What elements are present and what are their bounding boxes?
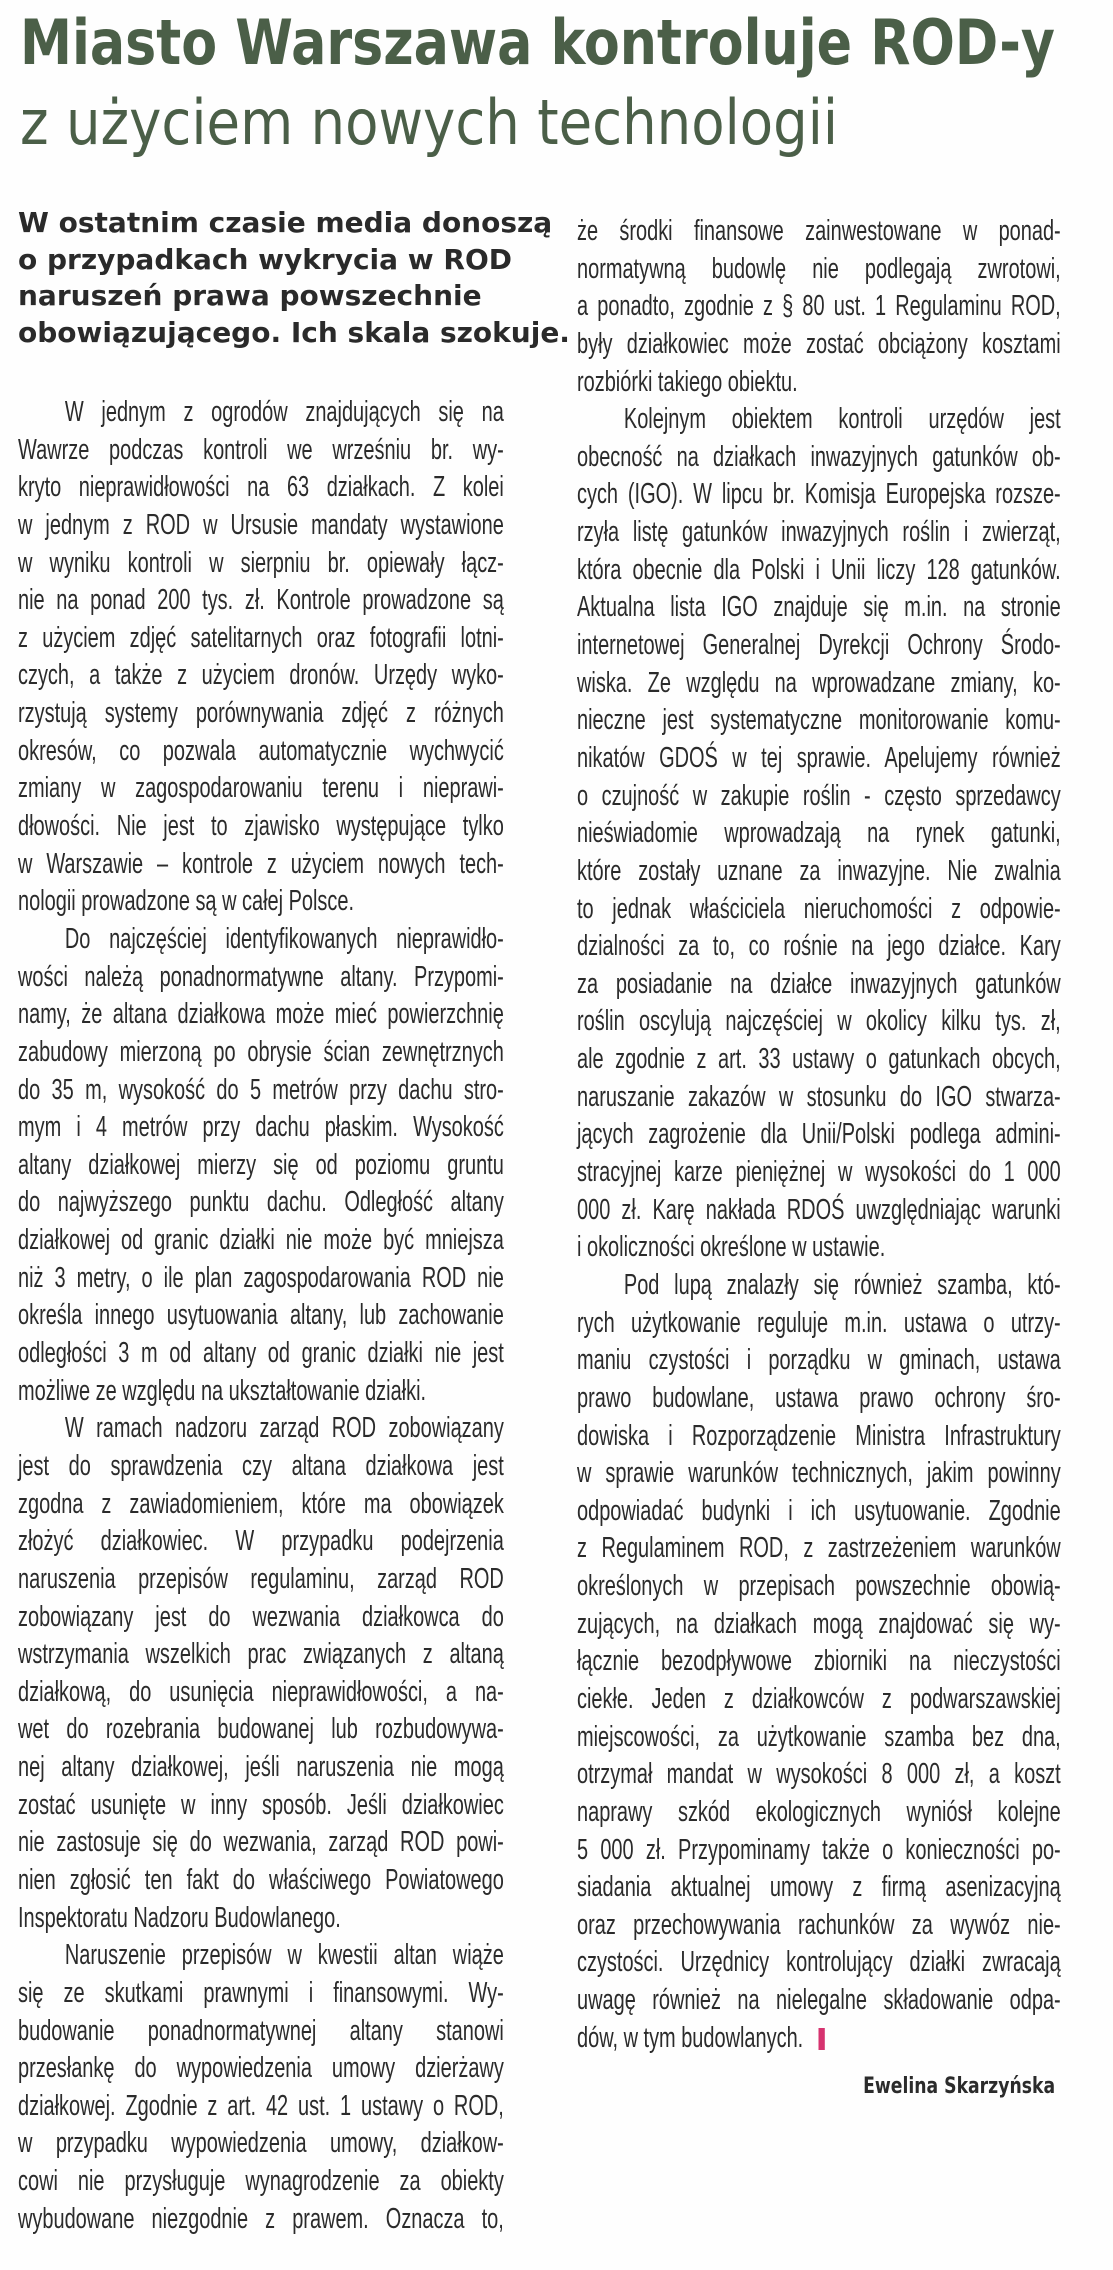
text-line [577,288,1061,326]
article-column-left [18,394,504,2238]
text-line [577,740,1061,778]
text-line [577,627,1061,665]
text-line [577,1719,1061,1757]
text-line-content: altany działkowej mierzy się od poziomu gruntu [18,1148,504,1181]
text-line-content: 000 zł. Karę nakłada RDOŚ uwzględniając warunki [577,1193,1061,1226]
text-line [577,1455,1061,1493]
text-line-content: zmiany w zagospodarowaniu terenu i nieprawi- [18,772,504,805]
text-line [18,620,504,658]
text-line-content: w przypadku wypowiedzenia umowy, działkow- [18,2127,504,2160]
text-line [18,996,504,1034]
text-line [18,1711,504,1749]
text-line [18,1184,504,1222]
text-line [18,1373,504,1411]
text-line [18,1147,504,1185]
text-line-content: obecność na działkach inwazyjnych gatunków ob- [577,440,1061,473]
text-line-content: określa innego usytuowania altany, lub zachowanie [18,1299,504,1332]
text-line-content: w sprawie warunków technicznych, jakim powinny [577,1457,1061,1490]
text-line [577,665,1061,703]
text-line [18,2163,504,2201]
lead-line: W ostatnim czasie media donoszą [18,206,553,239]
paragraph [577,401,1061,1267]
text-line-content: uwagę również na nielegalne składowanie odpa- [577,1984,1061,2017]
text-line [577,1192,1061,1230]
text-line-content: nie zastosuje się do wezwania, zarząd ROD powi- [18,1826,504,1859]
text-line [18,657,504,695]
text-line [577,853,1061,891]
text-line [18,1297,504,1335]
article-title-line-1: Miasto Warszawa kontroluje ROD-y [20,6,1055,79]
text-line-content: Inspektoratu Nadzoru Budowlanego. [18,1901,341,1934]
text-line-content: dzialności za to, co rośnie na jego działce. Kary [577,930,1061,963]
text-line-content: niż 3 metry, o ile plan zagospodarowania ROD nie [18,1261,504,1294]
text-line [18,2201,504,2239]
text-line [577,1869,1061,1907]
text-line [577,928,1061,966]
text-line-content: przesłankę do wypowiedzenia umowy dzierżawy [18,2052,504,2085]
text-line [577,778,1061,816]
text-line [577,1342,1061,1380]
text-line [577,1907,1061,1945]
text-line [18,883,504,921]
text-line-content: za posiadanie na działce inwazyjnych gatunków [577,967,1061,1000]
text-line [18,432,504,470]
text-line-content: miejscowości, za użytkowanie szamba bez dna, [577,1720,1061,1753]
text-line [577,815,1061,853]
text-line [577,364,1061,402]
text-line [577,1794,1061,1832]
text-line [18,695,504,733]
text-line-content: Wawrze podczas kontroli we wrześniu br. wy- [18,433,504,466]
paragraph [18,921,504,1410]
text-line [577,1116,1061,1154]
text-line-content: dowiska i Rozporządzenie Ministra Infrastruktury [577,1419,1061,1452]
text-line [577,251,1061,289]
text-line [577,1568,1061,1606]
text-line [18,733,504,771]
text-line-content: rzystują systemy porównywania zdjęć z różnych [18,697,504,730]
text-line [18,808,504,846]
text-line [577,1530,1061,1568]
text-line [577,891,1061,929]
text-line [18,1561,504,1599]
text-line-content: namy, że altana działkowa może mieć powierzchnię [18,998,504,1031]
text-line-content: wybudowane niezgodnie z prawem. Oznacza to, [18,2202,504,2235]
text-line-content: które zostały uznane za inwazyjne. Nie zwalnia [577,854,1061,887]
text-line-content: internetowej Generalnej Dyrekcji Ochrony Środo- [577,629,1061,662]
text-line-content: zobowiązany jest do wezwania działkowca do [18,1600,504,1633]
text-line [18,2125,504,2163]
text-line-content: Do najczęściej identyfikowanych nieprawidło- [64,922,504,955]
text-line-content: odległości 3 m od altany od granic działki nie jest [18,1337,504,1370]
text-line [577,702,1061,740]
article-title-line-2: z użyciem nowych technologii [20,86,838,159]
text-line-content: stracyjnej karze pieniężnej w wysokości do 1 000 [577,1156,1061,1189]
text-line [18,1862,504,1900]
text-line-content: wiska. Ze względu na wprowadzane zmiany, ko- [577,666,1061,699]
text-line [577,439,1061,477]
text-line [18,1937,504,1975]
text-line-content: odpowiadać budynki i ich usytuowanie. Zgodnie [577,1494,1061,1527]
text-line-content: nej altany działkowej, jeśli naruszenia nie mogą [18,1751,504,1784]
text-line-content: i okoliczności określone w ustawie. [577,1231,886,1264]
text-line [577,966,1061,1004]
text-line-content: były działkowiec może zostać obciążony kosztami [577,327,1061,360]
text-line-content: zujących, na działkach mogą znajdować się wy- [577,1607,1061,1640]
text-line-content: w wyniku kontroli w sierpniu br. opiewały łącz- [18,546,504,579]
text-line [18,1599,504,1637]
text-line-content: nie na ponad 200 tys. zł. Kontrole prowadzone są [18,584,504,617]
text-line-content: ciekłe. Jeden z działkowców z podwarszawskiej [577,1682,1061,1715]
text-line-content: naprawy szkód ekologicznych wyniósł kolejne [577,1795,1061,1828]
text-line-content: działkową, do usunięcia nieprawidłowości, a na- [18,1675,504,1708]
text-line [577,476,1061,514]
text-line-content: ale zgodnie z art. 33 ustawy o gatunkach obcych, [577,1043,1061,1076]
text-line [18,921,504,959]
text-line-content: czystości. Urzędnicy kontrolujący działki zwracają [577,1946,1061,1979]
text-line-content: maniu czystości i porządku w gminach, ustawa [577,1344,1061,1377]
text-line-content: a ponadto, zgodnie z § 80 ust. 1 Regulaminu ROD, [577,290,1061,323]
text-line [18,394,504,432]
text-line-content: budowanie ponadnormatywnej altany stanowi [18,2014,504,2047]
text-line [18,1900,504,1938]
text-line [577,1493,1061,1531]
text-line-content: działkowej od granic działki nie może być mniejsza [18,1224,504,1257]
text-line [18,1636,504,1674]
text-line-content: o czujność w zakupie roślin - często sprzedawcy [577,779,1061,812]
text-line [18,582,504,620]
text-line-content: nikatów GDOŚ w tej sprawie. Apelujemy również [577,741,1061,774]
text-line-content: nieczne jest systematyczne monitorowanie komu- [577,704,1061,737]
paragraph [18,394,504,921]
text-line-content: dów, w tym budowlanych. [577,2020,1061,2058]
text-line-content: Kolejnym obiektem kontroli urzędów jest [623,403,1061,436]
text-line-content: prawo budowlane, ustawa prawo ochrony śro- [577,1381,1061,1414]
text-line-content: nien zgłosić ten fakt do właściwego Powiatowego [18,1863,504,1896]
text-line [577,552,1061,590]
text-line-content: oraz przechowywania rachunków za wywóz nie- [577,1908,1061,1941]
text-line [577,1418,1061,1456]
text-line [18,1975,504,2013]
text-line-content: mym i 4 metrów przy dachu płaskim. Wysokość [18,1111,504,1144]
article-column-right [577,213,1061,2057]
text-line-content: jących zagrożenie dla Unii/Polski podlega admini- [577,1118,1061,1151]
text-line-content: okresów, co pozwala automatycznie wychwycić [18,734,504,767]
text-line-content: zabudowy mierzoną po obrysie ścian zewnętrznych [18,1035,504,1068]
text-line-content: cowi nie przysługuje wynagrodzenie za obiekty [18,2165,504,2198]
text-line-content: czych, a także z użyciem dronów. Urzędy wyko- [18,659,504,692]
text-line-content: możliwe ze względu na ukształtowanie działki. [18,1374,427,1407]
text-line-content: rozbiórki takiego obiektu. [577,365,798,398]
text-line-content: która obecnie dla Polski i Unii liczy 128 gatunków. [577,553,1061,586]
text-line-content: z Regulaminem ROD, z zastrzeżeniem warunków [577,1532,1061,1565]
text-line-content: nieświadomie wprowadzają na rynek gatunki, [577,817,1061,850]
text-line [577,213,1061,251]
paragraph [18,1410,504,1937]
text-line [18,545,504,583]
text-line [18,1335,504,1373]
text-line-content: do najwyższego punktu dachu. Odległość altany [18,1186,504,1219]
text-line-content: cych (IGO). W lipcu br. Komisja Europejska rozsze- [577,478,1061,511]
text-line-content: że środki finansowe zainwestowane w ponad- [577,215,1061,247]
text-line-content: zostać usunięte w inny sposób. Jeśli działkowiec [18,1788,504,1821]
text-line [18,2050,504,2088]
text-line-content: wości należą ponadnormatywne altany. Przypomi- [18,960,504,993]
text-line [18,1222,504,1260]
text-line-content: nologii prowadzone są w całej Polsce. [18,885,355,918]
text-line-content: Naruszenie przepisów w kwestii altan wiąże [64,1939,504,1972]
text-line [18,770,504,808]
text-line [577,1267,1061,1305]
text-line [577,1380,1061,1418]
text-line [18,1486,504,1524]
text-line-content: W ramach nadzoru zarząd ROD zobowiązany [64,1412,504,1445]
text-line-content: w jednym z ROD w Ursusie mandaty wystawione [18,508,504,541]
text-line-content: złożyć działkowiec. W przypadku podejrzenia [18,1525,504,1558]
text-line-content: zgodna z zawiadomieniem, które ma obowiązek [18,1487,504,1520]
text-line-content: rzyła listę gatunków inwazyjnych roślin i zwierząt, [577,516,1061,549]
text-line [577,1079,1061,1117]
text-line-content: rych użytkowanie reguluje m.in. ustawa o utrzy- [577,1306,1061,1339]
text-line [577,589,1061,627]
text-line-content: Pod lupą znalazły się również szamba, któ- [623,1268,1061,1301]
text-line [18,1448,504,1486]
text-line [577,1154,1061,1192]
paragraph [18,1937,504,2238]
text-line [18,469,504,507]
text-line [577,514,1061,552]
lead-line: o przypadkach wykrycia w ROD [18,242,513,276]
text-line [18,1109,504,1147]
text-line [18,1824,504,1862]
text-line [577,1982,1061,2020]
text-line [18,1034,504,1072]
text-line-content: działkowej. Zgodnie z art. 42 ust. 1 ustawy o ROD, [18,2089,504,2122]
text-line-content: z użyciem zdjęć satelitarnych oraz fotografii lotni- [18,621,504,654]
text-line [18,959,504,997]
text-line [18,2013,504,2051]
text-line [577,1756,1061,1794]
text-line [577,1041,1061,1079]
text-line [18,1523,504,1561]
text-line-content: wet do rozebrania budowanej lub rozbudowywa- [18,1713,504,1746]
text-line [577,1681,1061,1719]
text-line-content: W jednym z ogrodów znajdujących się na [64,396,504,428]
text-line-content: się ze skutkami prawnymi i finansowymi. Wy- [18,1976,504,2009]
text-line-content: otrzymał mandat w wysokości 8 000 zł, a koszt [577,1758,1061,1791]
text-line-content: dłowości. Nie jest to zjawisko występujące tylko [18,810,504,843]
text-line [18,846,504,884]
author-byline: Ewelina Skarzyńska [863,2074,1055,2099]
text-line-content: naruszenia przepisów regulaminu, zarząd ROD [18,1562,504,1595]
text-line-content: naruszanie zakazów w stosunku do IGO stwarza- [577,1080,1061,1113]
text-line-content: 5 000 zł. Przypominamy także o konieczności po- [577,1833,1061,1866]
text-line [18,1674,504,1712]
text-line-content: jest do sprawdzenia czy altana działkowa jest [18,1449,504,1482]
text-line-content: wstrzymania wszelkich prac związanych z altaną [18,1638,504,1671]
end-of-article-mark-icon [819,2028,825,2050]
text-line [18,1787,504,1825]
text-line [18,1410,504,1448]
text-line [577,1643,1061,1681]
paragraph [577,1267,1061,2057]
text-line [18,1072,504,1110]
lead-line: naruszeń prawa powszechnie [18,279,482,313]
text-line [577,1606,1061,1644]
text-line-content: do 35 m, wysokość do 5 metrów przy dachu stro- [18,1073,504,1106]
text-line [577,2020,1061,2058]
text-line-content: normatywną budowlę nie podlegają zwrotowi, [577,252,1061,285]
text-line-content: to jednak właściciela nieruchomości z odpowie- [577,892,1061,925]
article-lead [18,205,570,352]
text-line [577,326,1061,364]
text-line [577,1003,1061,1041]
paragraph [577,213,1061,401]
text-line-content: w Warszawie – kontrole z użyciem nowych tech- [18,847,504,880]
text-line-content: roślin oscylują najczęściej w okolicy kilku tys. zł, [577,1005,1061,1038]
text-line [577,401,1061,439]
lead-line: obowiązującego. Ich skala szokuje. [18,316,570,350]
text-line [577,1229,1061,1267]
text-line [577,1305,1061,1343]
text-line [18,507,504,545]
text-line [577,1944,1061,1982]
text-line-content: łącznie bezodpływowe zbiorniki na nieczystości [577,1645,1061,1678]
text-line [18,2088,504,2126]
text-line-content: Aktualna lista IGO znajduje się m.in. na stronie [577,591,1061,624]
text-line [577,1832,1061,1870]
text-line-content: kryto nieprawidłowości na 63 działkach. Z kolei [18,471,504,504]
text-line [18,1260,504,1298]
text-line-content: siadania aktualnej umowy z firmą asenizacyjną [577,1871,1061,1904]
text-line [18,1749,504,1787]
text-line-content: określonych w przepisach powszechnie obowią- [577,1570,1061,1603]
